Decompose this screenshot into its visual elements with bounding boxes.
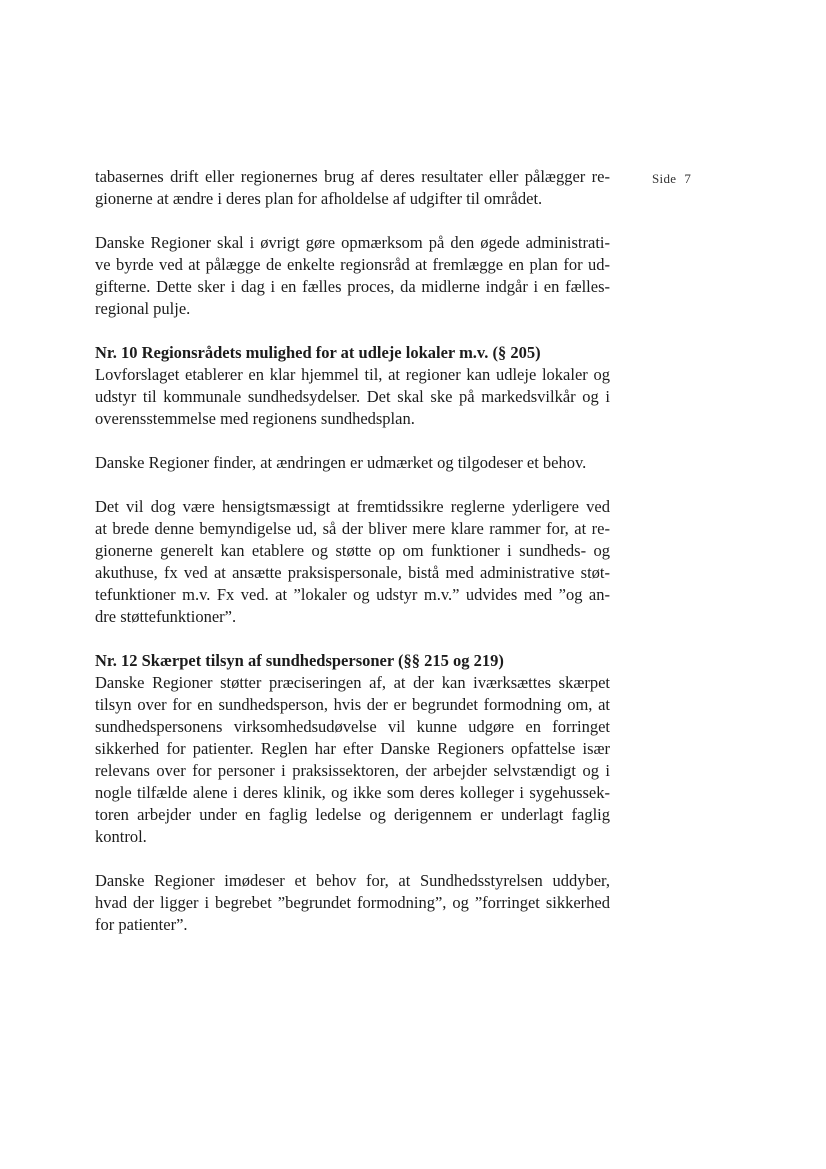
paragraph xyxy=(95,232,610,320)
text-line: for patienter”. xyxy=(95,915,188,934)
text-line: at brede denne bemyndigelse ud, så der bliver mere klare rammer for, at re- xyxy=(95,519,610,538)
text-line: kontrol. xyxy=(95,827,147,846)
text-line: Lovforslaget etablerer en klar hjemmel til, at regioner kan udleje lokaler og xyxy=(95,365,610,384)
text-line: nogle tilfælde alene i deres klinik, og ikke som deres kolleger i sygehussek- xyxy=(95,783,610,802)
paragraph xyxy=(95,166,610,210)
paragraph xyxy=(95,870,610,936)
text-line: dre støttefunktioner”. xyxy=(95,607,237,626)
text-line: Danske Regioner imødeser et behov for, at Sundhedsstyrelsen uddyber, xyxy=(95,871,610,890)
text-line: sundhedspersonens virksomhedsudøvelse vil kunne udgøre en forringet xyxy=(95,717,610,736)
text-line: akuthuse, fx ved at ansætte praksispersonale, bistå med administrative støt- xyxy=(95,563,610,582)
document-body xyxy=(95,166,610,958)
text-line: gifterne. Dette sker i dag i en fælles proces, da midlerne indgår i en fælles- xyxy=(95,277,610,296)
text-line: Danske Regioner skal i øvrigt gøre opmærksom på den øgede administrati- xyxy=(95,233,610,252)
page-number-label: Side xyxy=(652,171,677,186)
text-line: overensstemmelse med regionens sundhedsplan. xyxy=(95,409,415,428)
text-line: udstyr til kommunale sundhedsydelser. Det skal ske på markedsvilkår og i xyxy=(95,387,610,406)
text-line: gionerne at ændre i deres plan for afholdelse af udgifter til området. xyxy=(95,189,543,208)
text-line: hvad der ligger i begrebet ”begrundet formodning”, og ”forringet sikkerhed xyxy=(95,893,610,912)
text-line: sikkerhed for patienter. Reglen har efter Danske Regioners opfattelse især xyxy=(95,739,610,758)
text-line: gionerne generelt kan etablere og støtte op om funktioner i sundheds- og xyxy=(95,541,610,560)
page-number-value: 7 xyxy=(684,171,692,186)
text-line: relevans over for personer i praksissektoren, der arbejder selvstændigt og i xyxy=(95,761,610,780)
text-line: tabasernes drift eller regionernes brug af deres resultater eller pålægger re- xyxy=(95,167,610,186)
text-line: ve byrde ved at pålægge de enkelte regionsråd at fremlægge en plan for ud- xyxy=(95,255,610,274)
paragraph xyxy=(95,496,610,628)
section-nr-12 xyxy=(95,650,610,848)
section-nr-10 xyxy=(95,342,610,430)
text-line: Danske Regioner støtter præciseringen af, at der kan iværksættes skærpet xyxy=(95,673,610,692)
text-line: Det vil dog være hensigtsmæssigt at fremtidssikre reglerne yderligere ved xyxy=(95,497,610,516)
text-line: Danske Regioner finder, at ændringen er udmærket og tilgodeser et behov. xyxy=(95,453,587,472)
page-number xyxy=(652,171,691,187)
paragraph xyxy=(95,452,610,474)
text-line: tefunktioner m.v. Fx ved. at ”lokaler og udstyr m.v.” udvides med ”og an- xyxy=(95,585,610,604)
text-line: tilsyn over for en sundhedsperson, hvis der er begrundet formodning om, at xyxy=(95,695,610,714)
text-line: toren arbejder under en faglig ledelse og derigennem er underlagt faglig xyxy=(95,805,610,824)
section-heading: Nr. 10 Regionsrådets mulighed for at udleje lokaler m.v. (§ 205) xyxy=(95,343,541,362)
text-line: regional pulje. xyxy=(95,299,191,318)
section-heading: Nr. 12 Skærpet tilsyn af sundhedspersoner (§§ 215 og 219) xyxy=(95,651,504,670)
